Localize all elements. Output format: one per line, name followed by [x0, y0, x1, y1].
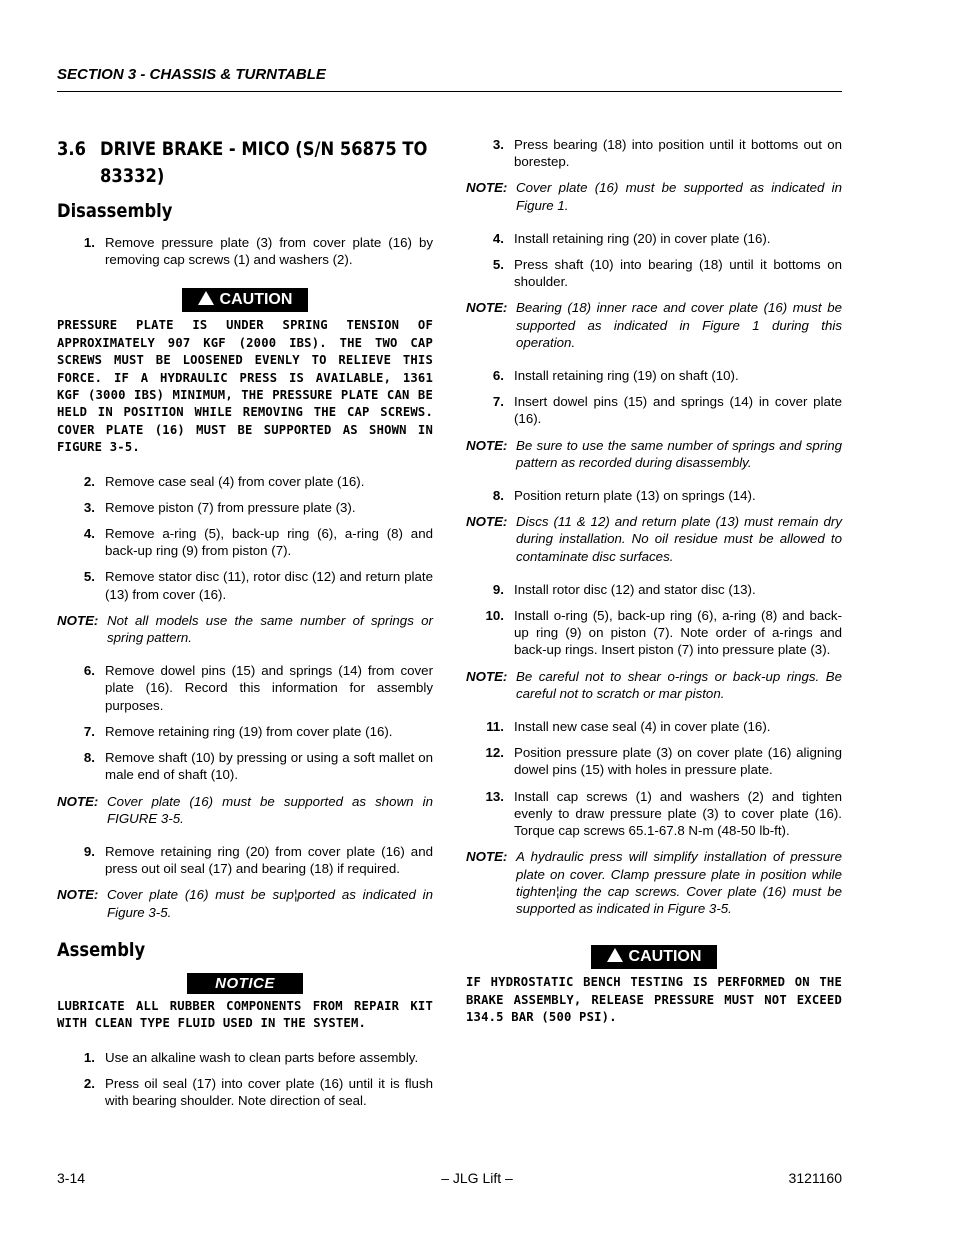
step-text: Install new case seal (4) in cover plate (16). [514, 719, 771, 735]
caution-label: CAUTION [628, 948, 702, 966]
step [57, 749, 433, 783]
note-text: Cover plate (16) must be sup¦ported as indicated in Figure 3-5. [107, 887, 433, 920]
note-label: NOTE: [466, 514, 508, 530]
step-number: 9. [492, 581, 504, 597]
note-label: NOTE: [466, 300, 508, 316]
step [466, 393, 842, 427]
note-text: Not all models use the same number of springs or spring pattern. [107, 612, 433, 646]
page-number: 3-14 [57, 1170, 86, 1186]
step-text: Install o-ring (5), back-up ring (6), a-ring (8) and back-up ring (9) on piston (7). Note order of a-rings and back-up rings. Insert piston (7) into pressure plate (3). [514, 608, 842, 658]
caution-badge [591, 945, 717, 969]
step [57, 723, 433, 740]
note-label: NOTE: [466, 668, 508, 684]
assembly-steps-group-c [466, 581, 842, 659]
step-number: 4. [492, 230, 504, 246]
disassembly-steps-group-a [57, 473, 433, 603]
note [466, 848, 842, 917]
left-column [57, 136, 433, 1118]
warning-triangle-icon [198, 291, 214, 305]
step [57, 568, 433, 602]
note [57, 886, 433, 920]
step-text: Remove stator disc (11), rotor disc (12) and return plate (13) from cover (16). [105, 569, 433, 602]
right-column [466, 136, 842, 1042]
step-number: 8. [492, 488, 504, 504]
header-rule [57, 91, 842, 92]
disassembly-step-9 [57, 843, 433, 877]
step [466, 744, 842, 778]
step-text: Remove pressure plate (3) from cover plate (16) by removing cap screws (1) and washers (2). [105, 235, 433, 268]
step-number: 8. [83, 750, 95, 766]
step [57, 662, 433, 714]
note [466, 179, 842, 213]
disassembly-steps-group-b [57, 662, 433, 783]
step-text: Position pressure plate (3) on cover plate (16) aligning dowel pins (15) with holes in pressure plate. [514, 745, 842, 778]
caution-text: IF HYDROSTATIC BENCH TESTING IS PERFORMED ON THE BRAKE ASSEMBLY, RELEASE PRESSURE MUST NOT EXCEED 134.5 BAR (500 PSI). [466, 975, 842, 1024]
step [466, 607, 842, 659]
step-text: Remove dowel pins (15) and springs (14) from cover plate (16). Record this information for assembly purposes. [105, 663, 433, 713]
step-number: 5. [83, 569, 95, 585]
note [57, 793, 433, 827]
step-text: Insert dowel pins (15) and springs (14) in cover plate (16). [514, 394, 842, 427]
step-number: 1. [83, 1049, 95, 1065]
step [57, 499, 433, 516]
step-text: Press shaft (10) into bearing (18) until it bottoms on shoulder. [514, 257, 842, 290]
assembly-step-2 [57, 1075, 433, 1109]
step-number: 11. [486, 719, 504, 735]
step-number: 9. [83, 843, 95, 859]
assembly-step-3 [466, 136, 842, 170]
caution-text: PRESSURE PLATE IS UNDER SPRING TENSION OF APPROXIMATELY 907 KGF (2000 IBS). THE TWO CAP SCREWS MUST BE LOOSENED EVENLY TO RELIEVE THIS FORCE. IF A HYDRAULIC PRESS IS AVAILABLE, 1361 KGF (3000 IBS) MINIMUM, THE PRESSURE PLATE CAN BE HELD IN POSITION WHILE REMOVING THE CAP SCREWS. COVER PLATE (16) MUST BE SUPPORTED AS SHOWN IN FIGURE 3-5. [57, 318, 433, 455]
step [466, 367, 842, 384]
note [466, 513, 842, 565]
note-text: Be sure to use the same number of springs and spring pattern as recorded during disassembly. [516, 437, 842, 470]
step-text: Install rotor disc (12) and stator disc (13). [514, 581, 756, 597]
disassembly-step-1 [57, 234, 433, 268]
step-number: 5. [492, 257, 504, 273]
caution-label: CAUTION [219, 291, 293, 309]
step-text: Install retaining ring (19) on shaft (10). [514, 368, 739, 384]
step [466, 718, 842, 735]
notice-text: LUBRICATE ALL RUBBER COMPONENTS FROM REPAIR KIT WITH CLEAN TYPE FLUID USED IN THE SYSTEM. [57, 998, 433, 1031]
note [466, 668, 842, 702]
step [466, 788, 842, 840]
note-label: NOTE: [57, 887, 99, 903]
note-label: NOTE: [57, 793, 99, 809]
step-text: Press bearing (18) into position until it bottoms out on borestep. [514, 137, 842, 170]
step-text: Position return plate (13) on springs (14). [514, 488, 756, 504]
step-text: Remove piston (7) from pressure plate (3). [105, 499, 356, 515]
step-number: 13. [485, 788, 504, 804]
step-number: 2. [83, 1075, 95, 1091]
section-title [57, 136, 433, 190]
step-number: 6. [492, 368, 504, 384]
note-text: Discs (11 & 12) and return plate (13) must remain dry during installation. No oil residue must be allowed to contaminate disc surfaces. [516, 514, 842, 564]
step-text: Install retaining ring (20) in cover plate (16). [514, 230, 771, 246]
step-text: Install cap screws (1) and washers (2) and tighten evenly to draw pressure plate (3) to cover plate (16). Torque cap screws 65.1-67.8 N-m (48-50 lb-ft). [514, 788, 842, 839]
note [466, 437, 842, 471]
assembly-step-1 [57, 1049, 433, 1066]
note [466, 299, 842, 351]
step-number: 1. [83, 235, 95, 250]
notice-badge: NOTICE [187, 973, 303, 994]
note [57, 612, 433, 646]
step-number: 7. [83, 723, 95, 739]
note-text: A hydraulic press will simplify installation of pressure plate on cover. Clamp pressure plate in position while tighten¦ing the cap screws. Cover plate (16) must be supported as indicated in Figure 3-5. [516, 849, 842, 916]
section-number: 3.6 [57, 138, 86, 160]
warning-triangle-icon [607, 948, 623, 962]
section-header: SECTION 3 - CHASSIS & TURNTABLE [57, 66, 326, 83]
step-number: 7. [492, 394, 504, 410]
disassembly-heading: Disassembly [57, 200, 173, 222]
document-number: 3121160 [788, 1170, 842, 1186]
step-text: Use an alkaline wash to clean parts before assembly. [105, 1049, 419, 1065]
step-number: 6. [83, 663, 95, 679]
step-text: Remove shaft (10) by pressing or using a soft mallet on male end of shaft (10). [105, 750, 433, 783]
assembly-steps-group-d [466, 718, 842, 839]
step [466, 230, 842, 247]
step [57, 473, 433, 490]
step-number: 12. [485, 745, 504, 761]
note-text: Cover plate (16) must be supported as shown in FIGURE 3-5. [107, 793, 433, 826]
note-label: NOTE: [466, 180, 508, 196]
step-text: Press oil seal (17) into cover plate (16) until it is flush with bearing shoulder. Note direction of seal. [105, 1075, 433, 1108]
assembly-heading: Assembly [57, 938, 146, 961]
note-label: NOTE: [466, 849, 508, 865]
step-text: Remove a-ring (5), back-up ring (6), a-ring (8) and back-up ring (9) from piston (7). [105, 526, 433, 559]
step [466, 256, 842, 290]
assembly-steps-group-b [466, 367, 842, 428]
step-number: 2. [83, 473, 95, 489]
note-text: Cover plate (16) must be supported as indicated in Figure 1. [516, 180, 842, 213]
step-text: Remove retaining ring (19) from cover plate (16). [105, 723, 393, 739]
section-heading: DRIVE BRAKE - MICO (S/N 56875 TO 83332) [100, 138, 428, 187]
publisher: – JLG Lift – [441, 1170, 513, 1186]
note-label: NOTE: [466, 437, 508, 453]
step-number: 10. [485, 608, 504, 624]
step [57, 525, 433, 559]
step [466, 581, 842, 598]
assembly-steps-group-a [466, 230, 842, 291]
note-label: NOTE: [57, 612, 99, 628]
note-text: Bearing (18) inner race and cover plate (16) must be supported as indicated in Figure 1 during this operation. [516, 300, 842, 350]
step-number: 4. [83, 526, 95, 542]
note-text: Be careful not to shear o-rings or back-up rings. Be careful not to scratch or mar piston. [516, 668, 842, 701]
caution-badge [182, 288, 308, 312]
assembly-step-8 [466, 487, 842, 504]
step-number: 3. [492, 137, 504, 152]
step-text: Remove case seal (4) from cover plate (16). [105, 473, 365, 489]
step-text: Remove retaining ring (20) from cover plate (16) and press out oil seal (17) and bearing (18) if required. [105, 843, 433, 877]
step-number: 3. [83, 499, 95, 515]
